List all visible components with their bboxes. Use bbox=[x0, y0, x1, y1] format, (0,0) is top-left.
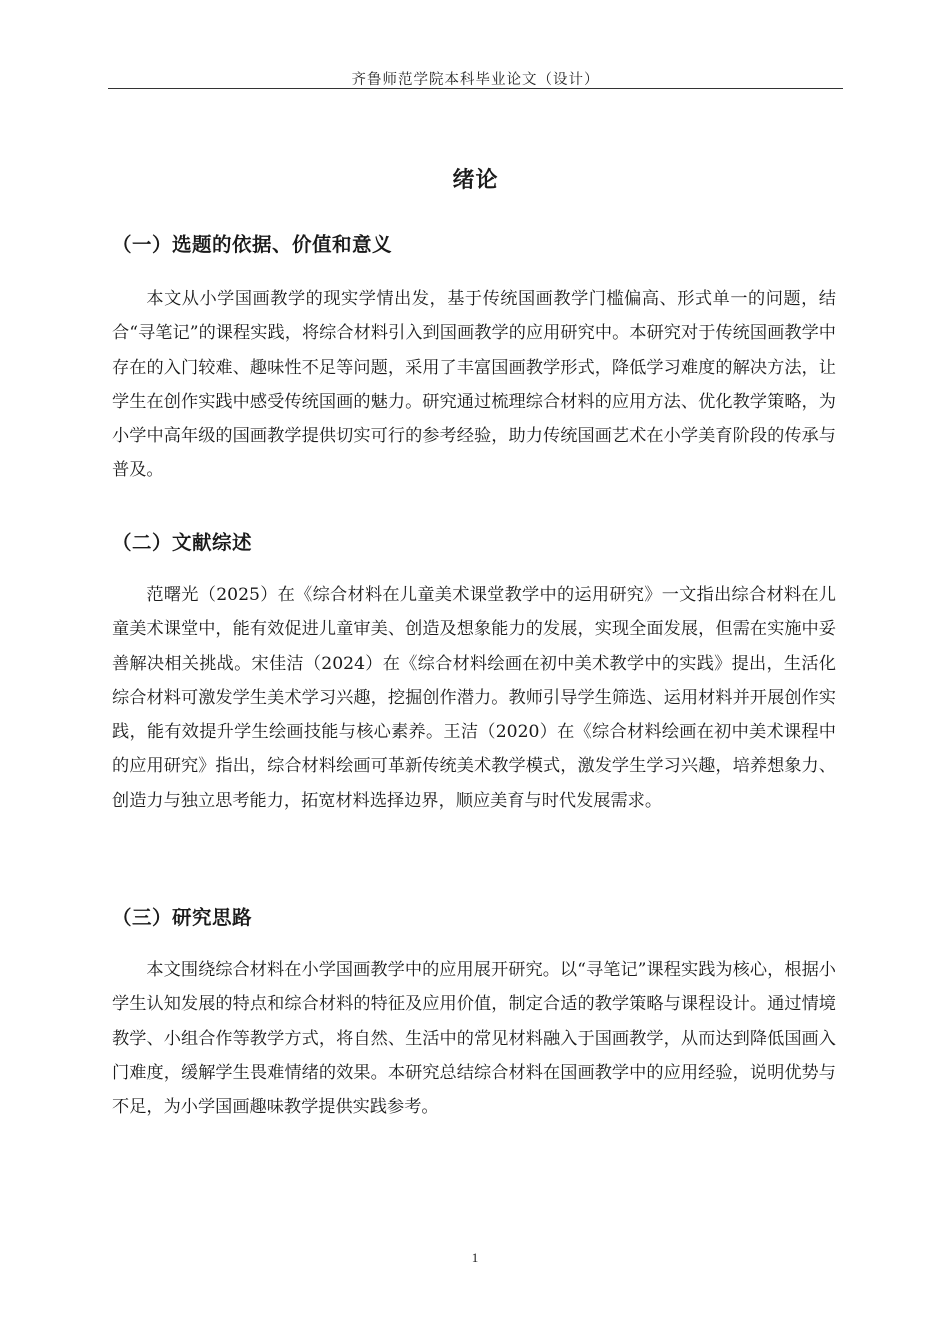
running-header: 齐鲁师范学院本科毕业论文（设计） bbox=[351, 72, 600, 88]
header-divider bbox=[108, 88, 843, 89]
page-number: 1 bbox=[471, 1250, 479, 1265]
section-paragraph: 本文围绕综合材料在小学国画教学中的应用展开研究。以“寻笔记”课程实践为核心，根据小学生认知发展的特点和综合材料的特征及应用价值，制定合适的教学策略与课程设计。通过情境教学、小组合作等教学方式，将自然、生活中的常见材料融入于国画教学，从而达到降低国画入门难度，缓解学生畏难情绪的效果。本研究总结综合材料在国画教学中的应用经验，说明优势与不足，为小学国画趣味教学提供实践参考。 bbox=[112, 960, 836, 1118]
document-title: 绪论 bbox=[452, 168, 499, 193]
section-paragraph: 范曙光（2025）在《综合材料在儿童美术课堂教学中的运用研究》一文指出综合材料在儿童美术课堂中，能有效促进儿童审美、创造及想象能力的发展，实现全面发展，但需在实施中妥善解决相关挑战。宋佳洁（2024）在《综合材料绘画在初中美术教学中的实践》提出，生活化综合材料可激发学生美术学习兴趣，挖掘创作潜力。教师引导学生筛选、运用材料并开展创作实践，能有效提升学生绘画技能与核心素养。王洁（2020）在《综合材料绘画在初中美术课程中的应用研究》指出，综合材料绘画可革新传统美术教学模式，激发学生学习兴趣，培养想象力、创造力与独立思考能力，拓宽材料选择边界，顺应美育与时代发展需求。 bbox=[112, 585, 836, 811]
section-literature-review bbox=[112, 528, 847, 818]
section-basis bbox=[112, 230, 847, 488]
section-heading: （二）文献综述 bbox=[112, 531, 253, 554]
section-paragraph: 本文从小学国画教学的现实学情出发，基于传统国画教学门槛偏高、形式单一的问题，结合“寻笔记”的课程实践，将综合材料引入到国画教学的应用研究中。本研究对于传统国画教学中存在的入门较难、趣味性不足等问题，采用了丰富国画教学形式，降低学习难度的解决方法，让学生在创作实践中感受传统国画的魅力。研究通过梳理综合材料的应用方法、优化教学策略，为小学中高年级的国画教学提供切实可行的参考经验，助力传统国画艺术在小学美育阶段的传承与普及。 bbox=[112, 289, 836, 481]
section-heading: （三）研究思路 bbox=[112, 906, 253, 929]
section-heading: （一）选题的依据、价值和意义 bbox=[112, 233, 393, 256]
section-research-approach bbox=[112, 903, 847, 1124]
